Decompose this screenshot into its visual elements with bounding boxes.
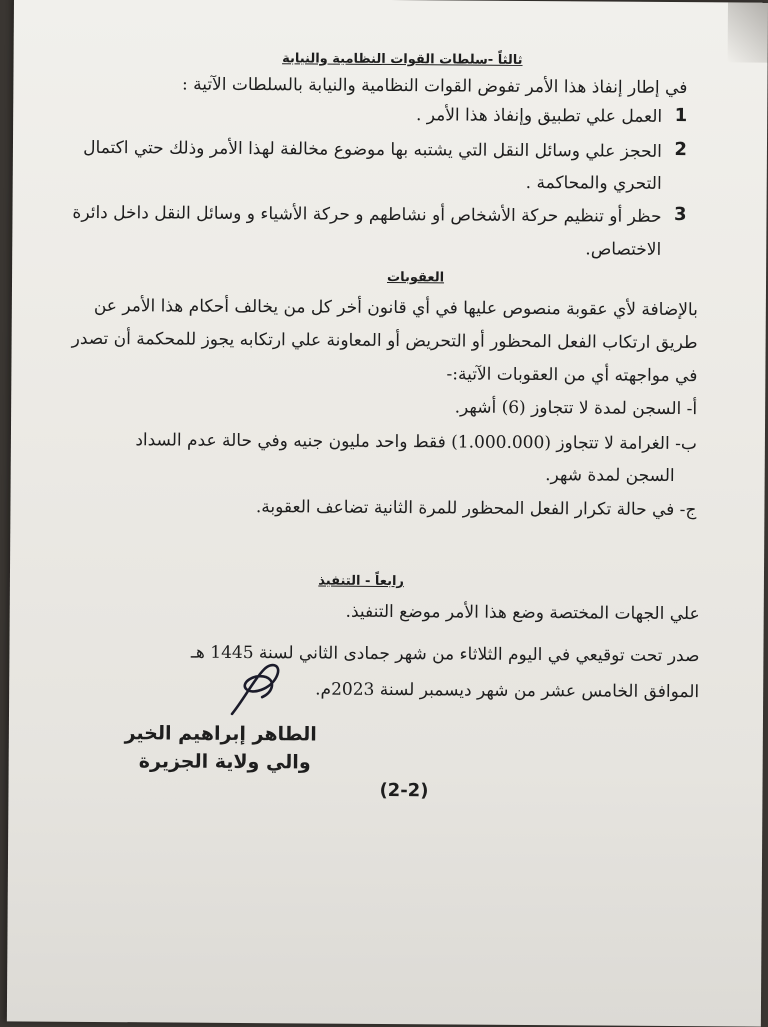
page-shadow [728,2,768,62]
penalties-para-line3: في مواجهته أي من العقوبات الآتية:- [446,364,698,387]
item3-line1: حظر أو تنظيم حركة الأشخاص أو نشاطهم و حركة الأشياء و وسائل النقل داخل دائرة [72,202,662,227]
penalties-para-line2: طريق ارتكاب الفعل المحظور أو التحريض أو المعاونة علي ارتكابه يجوز للمحكمة أن تصدر [71,328,698,354]
section3-intro: في إطار إنفاذ هذا الأمر تفوض القوات النظامية والنيابة بالسلطات الآتية : [181,74,688,99]
penalty-c: ج- في حالة تكرار الفعل المحظور للمرة الثانية تضاعف العقوبة. [255,497,697,521]
section4-heading: رابعاً - التنفيذ [318,573,404,590]
item3-number: 3 [673,203,687,226]
penalty-b-line2: السجن لمدة شهر. [545,465,675,486]
execution-line2: صدر تحت توقيعي في اليوم الثلاثاء من شهر جمادى الثاني لسنة 1445 هـ [190,642,700,667]
penalty-a: أ- السجن لمدة لا تتجاوز (6) أشهر. [454,397,698,420]
signatory-name: الطاهر إبراهيم الخير [124,722,317,746]
item2-line1: الحجز علي وسائل النقل التي يشتبه بها موضوع مخالفة لهذا الأمر وذلك حتي اكتمال [83,137,663,162]
item1-text: العمل علي تطبيق وإنفاذ هذا الأمر . [415,105,663,127]
execution-line3: الموافق الخامس عشر من شهر ديسمبر لسنة 2023م. [315,679,700,703]
document-page [7,0,768,1027]
item1-number: 1 [674,104,688,127]
page-number: (2-2) [379,779,429,802]
signature-scribble [224,659,294,719]
penalties-para-line1: بالإضافة لأي عقوبة منصوص عليها في أي قانون أخر كل من يخالف أحكام هذا الأمر عن [93,295,698,321]
execution-line1: علي الجهات المختصة وضع هذا الأمر موضع التنفيذ. [345,601,700,625]
section3-heading: ثالثاً -سلطات القوات النظامية والنيابة [282,51,523,68]
penalty-b-line1: ب- الغرامة لا تتجاوز (1.000.000) فقط واحد مليون جنيه وفي حالة عدم السداد [135,430,697,455]
signatory-title: والي ولاية الجزيرة [138,750,311,774]
item2-line2: التحري والمحاكمة . [525,172,662,194]
item3-line2: الاختصاص. [585,239,662,260]
penalties-heading: العقوبات [386,269,445,286]
item2-number: 2 [674,138,688,161]
